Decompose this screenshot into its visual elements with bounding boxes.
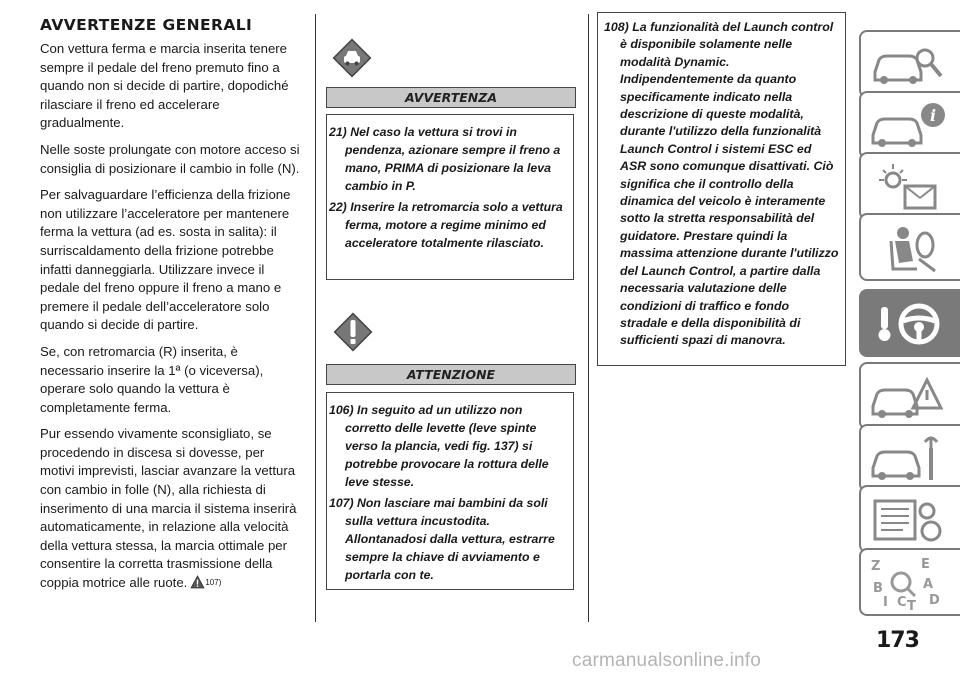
svg-text:T: T [907, 599, 916, 612]
technical-data-icon [869, 493, 949, 547]
car-emergency-icon [869, 370, 949, 424]
car-info-icon [869, 99, 949, 153]
reference-number: 107) [205, 578, 222, 588]
svg-text:D: D [929, 593, 940, 608]
svg-text:A: A [923, 577, 934, 592]
airbag-seat-icon [869, 221, 949, 275]
column-divider [315, 14, 316, 622]
car-maintenance-icon [869, 432, 949, 486]
svg-text:B: B [873, 581, 883, 596]
tab-car-emergency[interactable] [859, 362, 960, 430]
paragraph: Se, con retromarcia (R) inserita, è necessario inserire la 1ª (o viceversa), operare solo quando la vettura è completamente ferma. [40, 343, 264, 415]
warning-triangle-icon [190, 575, 205, 595]
note-item: 107) Non lasciare mai bambini da soli sulla vettura incustodita. Allontanadosi dalla vettura, estrarre sempre la chiave di avviamento e portarla con te. [329, 496, 555, 582]
note-item: 108) La funzionalità del Launch control è disponibile solamente nelle modalità Dynamic. Indipendentemente da quanto specificamente indicato nella descrizione di queste modalità, durante l'utilizzo della funzionalità Launch Control i sistemi ESC ed ASR sono comunque disattivati. Ciò significa che il controllo della dinamica del veicolo è interamente sotto la stretta responsabilità del guidatore. Prestare quindi la massima attenzione durante l'utilizzo del Launch Control, a partire dalla necessaria valutazione delle condizioni di traffico e fondo stradale e della disponibilità di sufficienti spazi di manovra. [604, 20, 839, 348]
tab-technical-data[interactable] [859, 485, 960, 553]
paragraph: Con vettura ferma e marcia inserita tenere sempre il pedale del freno premuto fino a quando non si decide di partire, dopodiché rilasciare il freno ed accelerare gradualmente. [40, 41, 289, 131]
tab-car-info[interactable] [859, 91, 960, 159]
paragraph: Per salvaguardare l’efficienza della frizione non utilizzare l’acceleratore per mantenere ferma la vettura (ad es. sosta in salita): il surriscaldamento della frizione potrebbe infatti danneggiarla. Utilizzare invece il pedale del freno oppure il freno a mano e premere il pedale dell’acceleratore solo quando si decide di partire. [40, 187, 291, 333]
left-column [40, 16, 302, 603]
tab-alphabetical-index[interactable] [859, 548, 960, 616]
car-search-icon [869, 38, 949, 92]
paragraph-text: Pur essendo vivamente sconsigliato, se procedendo in discesa si dovesse, per motivi imprevisti, lasciar avanzare la vettura con cambio in folle (N), alla richiesta di inserimento di una marcia il sistema inserirà automaticamente, in relazione alla velocità della vettura stessa, la marcia ottimale per consentire la corretta trasmissione della coppia motrice alle ruote. [40, 426, 297, 591]
svg-text:Z: Z [871, 559, 881, 574]
svg-text:i: i [930, 106, 937, 125]
column-divider [588, 14, 589, 622]
avvertenza-header: AVVERTENZA [326, 87, 576, 108]
section-heading: AVVERTENZE GENERALI [40, 16, 253, 34]
paragraph: Nelle soste prolungate con motore acceso si consiglia di posizionare il cambio in folle (N). [40, 141, 300, 176]
note-item: 21) Nel caso la vettura si trovi in pendenza, azionare sempre il freno a mano, PRIMA di posizionare la leva cambio in P. [329, 125, 561, 193]
svg-text:I: I [883, 595, 888, 610]
svg-text:E: E [921, 557, 930, 572]
svg-text:C: C [897, 595, 907, 610]
tab-steering-wheel-key[interactable] [859, 289, 960, 357]
exclamation-warning-sign-icon [330, 308, 376, 361]
launch-control-note-box [597, 12, 846, 366]
tab-car-search[interactable] [859, 30, 960, 98]
watermark: carmanualsonline.info [572, 650, 762, 671]
alphabetical-index-icon [869, 556, 949, 612]
tab-airbag-seat[interactable] [859, 213, 960, 281]
page-number: 173 [876, 628, 919, 653]
dashboard-lights-icon [869, 160, 949, 214]
paragraph-last [40, 425, 302, 594]
attenzione-header: ATTENZIONE [326, 364, 576, 385]
attenzione-box [326, 392, 574, 590]
tab-car-maintenance[interactable] [859, 424, 960, 492]
note-item: 106) In seguito ad un utilizzo non corretto delle levette (leve spinte verso la plancia, vedi fig. 137) si potrebbe provocare la rottura delle leve stesse. [329, 403, 549, 489]
tab-dashboard-lights[interactable] [859, 152, 960, 220]
steering-wheel-key-icon [869, 297, 949, 351]
car-warning-sign-icon [330, 36, 374, 85]
avvertenza-box [326, 114, 574, 280]
note-item: 22) Inserire la retromarcia solo a vettura ferma, motore a regime minimo ed acceleratore totalmente rilasciato. [329, 200, 563, 250]
